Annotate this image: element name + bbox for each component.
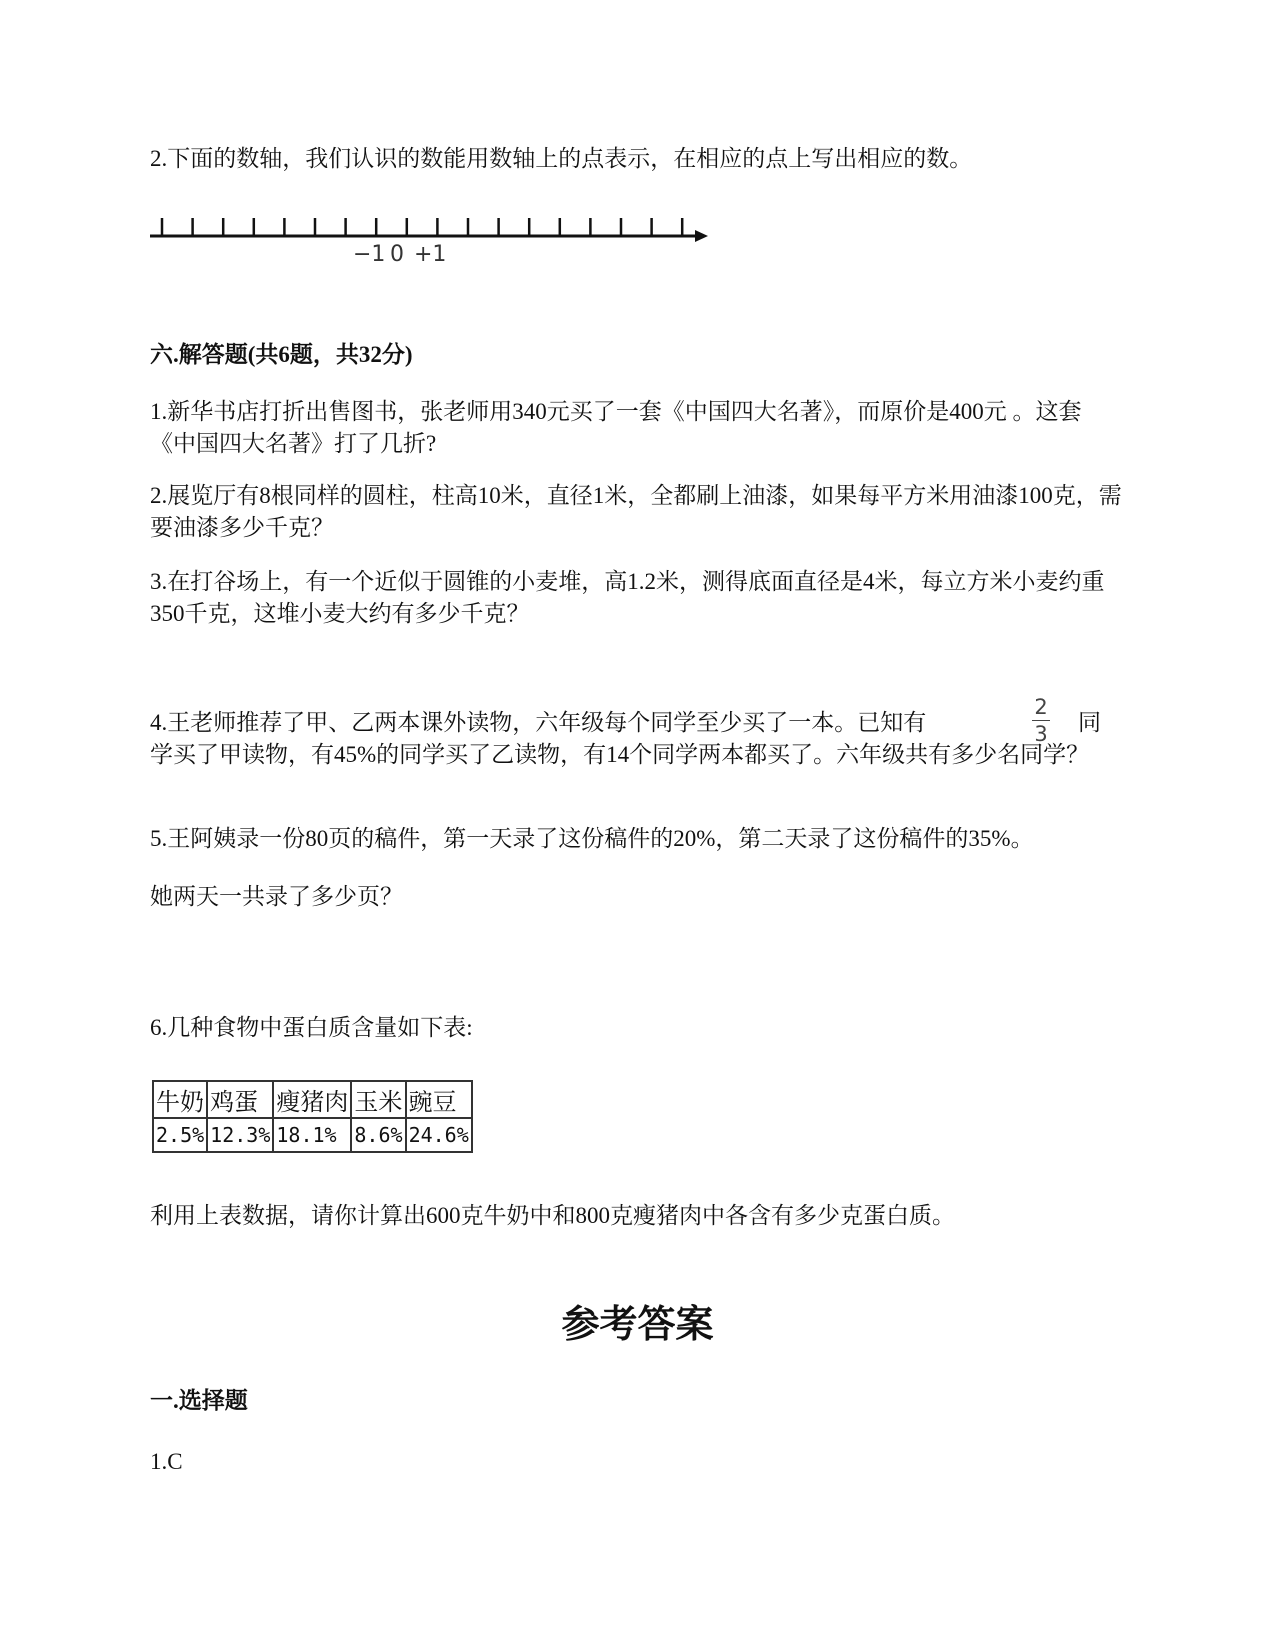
protein-table-header-row xyxy=(153,1081,472,1118)
table-cell-food: 瘦猪肉 xyxy=(273,1081,351,1118)
answer-1: 1.C xyxy=(150,1449,183,1474)
problem-2: 2.展览厅有8根同样的圆柱，柱高10米，直径1米，全都刷上油漆，如果每平方米用油漆100克，需要油漆多少千克？ xyxy=(150,483,1122,540)
answers-section-1-heading: 一.选择题 xyxy=(150,1388,248,1413)
table-cell-value: 12.3% xyxy=(207,1118,273,1152)
fraction-numerator: 2 xyxy=(1034,695,1048,719)
table-cell-value: 8.6% xyxy=(351,1118,405,1152)
protein-table xyxy=(152,1080,473,1153)
number-line xyxy=(150,218,720,268)
number-line-label-neg1: −1 xyxy=(353,242,386,267)
number-line-label-pos1: +1 xyxy=(414,242,447,267)
protein-table-value-row xyxy=(153,1118,472,1152)
question-2-text: 2.下面的数轴，我们认识的数能用数轴上的点表示，在相应的点上写出相应的数。 xyxy=(150,146,973,171)
table-cell-value: 24.6% xyxy=(406,1118,472,1152)
table-cell-food: 豌豆 xyxy=(406,1081,472,1118)
section-6-heading: 六.解答题(共6题，共32分) xyxy=(150,342,413,367)
table-cell-food: 鸡蛋 xyxy=(207,1081,273,1118)
problem-1: 1.新华书店打折出售图书，张老师用340元买了一套《中国四大名著》，而原价是400元 。这套《中国四大名著》打了几折? xyxy=(150,399,1082,456)
table-cell-food: 牛奶 xyxy=(153,1081,207,1118)
table-cell-food: 玉米 xyxy=(351,1081,405,1118)
problem-4-rest: 学买了甲读物，有45%的同学买了乙读物，有14个同学两本都买了。六年级共有多少名同学？ xyxy=(150,742,1090,767)
problem-5-line-2: 她两天一共录了多少页？ xyxy=(150,884,403,909)
table-cell-value: 2.5% xyxy=(153,1118,207,1152)
problem-6-question: 利用上表数据，请你计算出600克牛奶中和800克瘦猪肉中各含有多少克蛋白质。 xyxy=(150,1203,955,1228)
number-line-ticks xyxy=(162,218,682,236)
table-cell-value: 18.1% xyxy=(273,1118,351,1152)
problem-5-line-1: 5.王阿姨录一份80页的稿件，第一天录了这份稿件的20%，第二天录了这份稿件的35%。 xyxy=(150,826,1034,851)
problem-4-after-fraction: 同 xyxy=(1078,710,1101,735)
problem-3: 3.在打谷场上，有一个近似于圆锥的小麦堆，高1.2米，测得底面直径是4米，每立方米小麦约重350千克，这堆小麦大约有多少千克？ xyxy=(150,569,1105,626)
fraction-denominator: 3 xyxy=(1034,722,1048,746)
problem-6-intro: 6.几种食物中蛋白质含量如下表: xyxy=(150,1015,473,1040)
number-line-label-0: 0 xyxy=(390,242,404,267)
answers-title: 参考答案 xyxy=(561,1304,714,1346)
problem-4-line-1: 4.王老师推荐了甲、乙两本课外读物，六年级每个同学至少买了一本。已知有 xyxy=(150,710,927,735)
